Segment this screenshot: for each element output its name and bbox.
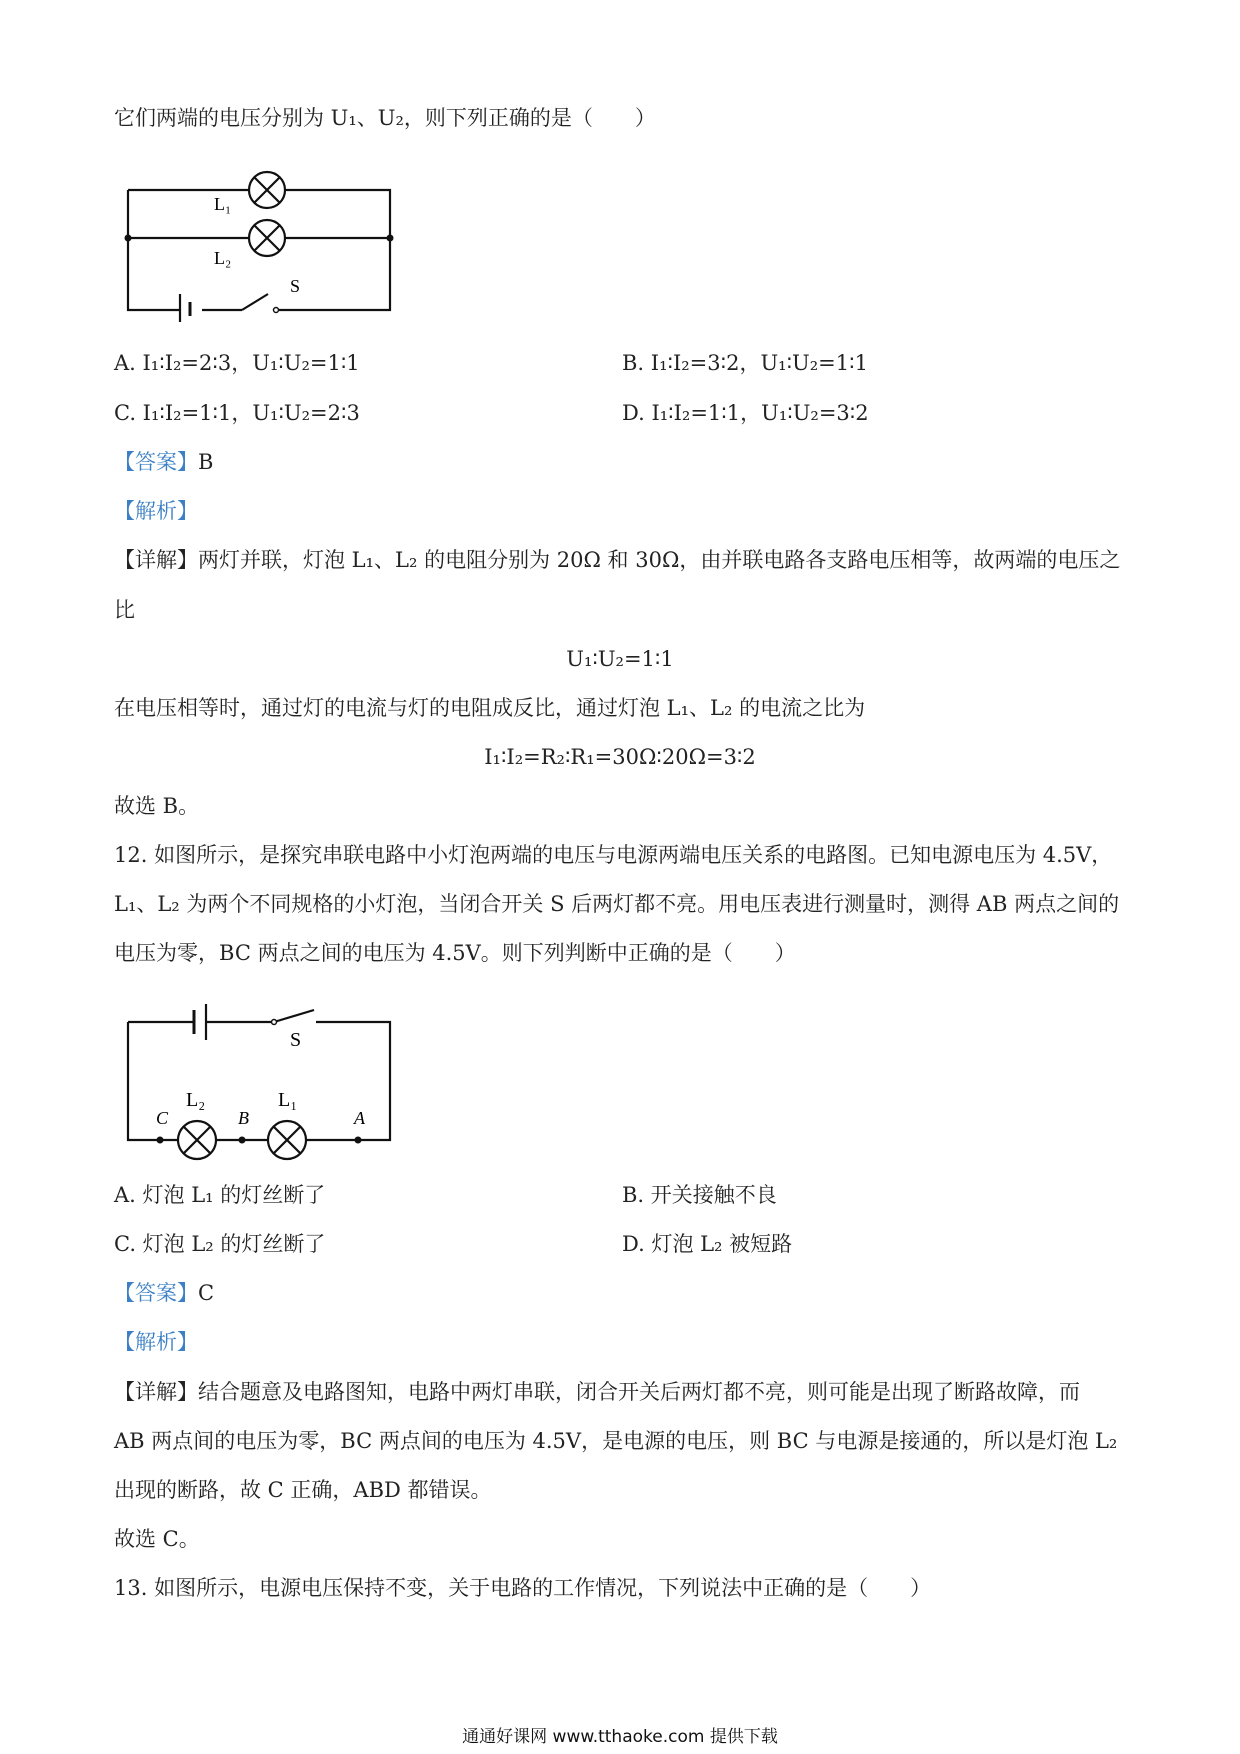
answer-tag: 【答案】 — [114, 450, 198, 474]
detail-tag: 【详解】 — [114, 1380, 198, 1404]
q11-option-a: A. I₁∶I₂=2∶3，U₁∶U₂=1∶1 — [114, 351, 360, 375]
q12-option-d: D. 灯泡 L₂ 被短路 — [622, 1232, 793, 1256]
q12-conclusion: 故选 C。 — [114, 1527, 200, 1551]
q13-stem: 13. 如图所示，电源电压保持不变，关于电路的工作情况，下列说法中正确的是（ ） — [114, 1576, 932, 1600]
q11-answer-value: B — [198, 450, 214, 474]
q12-option-c: C. 灯泡 L₂ 的灯丝断了 — [114, 1232, 326, 1256]
q12-option-b: B. 开关接触不良 — [622, 1183, 777, 1207]
q11-label-l1: L₁ — [214, 194, 232, 214]
q12-label-c: C — [156, 1108, 169, 1128]
q11-answer — [114, 447, 213, 477]
q11-option-c: C. I₁∶I₂=1∶1，U₁∶U₂=2∶3 — [114, 401, 360, 425]
q11-formula-voltage: U₁∶U₂=1∶1 — [566, 647, 674, 671]
q12-label-a: A — [354, 1108, 365, 1128]
q11-label-switch: S — [290, 276, 301, 296]
q12-answer-value: C — [198, 1281, 215, 1305]
q12-stem-line-1: 12. 如图所示，是探究串联电路中小灯泡两端的电压与电源两端电压关系的电路图。已知电源电压为 4.5V， — [114, 843, 1113, 867]
q11-circuit-diagram — [118, 162, 408, 322]
q12-detail-line-1: 【详解】结合题意及电路图知，电路中两灯串联，闭合开关后两灯都不亮，则可能是出现了断路故障，而 — [114, 1380, 1080, 1404]
detail-tag: 【详解】 — [114, 548, 198, 572]
q12-circuit-diagram — [118, 1002, 408, 1162]
q11-option-d: D. I₁∶I₂=1∶1，U₁∶U₂=3∶2 — [622, 401, 869, 425]
q11-option-b: B. I₁∶I₂=3∶2，U₁∶U₂=1∶1 — [622, 351, 868, 375]
q11-detail-line-3: 在电压相等时，通过灯的电流与灯的电阻成反比，通过灯泡 L₁、L₂ 的电流之比为 — [114, 696, 866, 720]
page-footer: 通通好课网 www.tthaoke.com 提供下载 — [462, 1727, 778, 1747]
q12-label-b: B — [238, 1108, 249, 1128]
q12-detail-line-2: AB 两点间的电压为零，BC 两点间的电压为 4.5V，是电源的电压，则 BC 与电源是接通的，所以是灯泡 L₂ — [114, 1429, 1118, 1453]
q11-formula-current: I₁∶I₂=R₂∶R₁=30Ω∶20Ω=3∶2 — [484, 745, 756, 769]
q12-stem-line-3: 电压为零，BC 两点之间的电压为 4.5V。则下列判断中正确的是（ ） — [114, 941, 796, 965]
q11-analysis-tag: 【解析】 — [114, 499, 198, 523]
q12-label-l1: L₁ — [278, 1089, 298, 1111]
q11-stem: 它们两端的电压分别为 U₁、U₂，则下列正确的是（ ） — [114, 106, 656, 130]
q11-conclusion: 故选 B。 — [114, 794, 200, 818]
q11-detail-line-2: 比 — [114, 598, 135, 622]
q12-option-a: A. 灯泡 L₁ 的灯丝断了 — [114, 1183, 326, 1207]
q12-label-switch: S — [290, 1029, 302, 1051]
q12-analysis-tag: 【解析】 — [114, 1330, 198, 1354]
q12-detail-line-3: 出现的断路，故 C 正确，ABD 都错误。 — [114, 1478, 492, 1502]
q12-stem-line-2: L₁、L₂ 为两个不同规格的小灯泡，当闭合开关 S 后两灯都不亮。用电压表进行测量时，测得 AB 两点之间的 — [114, 892, 1120, 916]
q11-detail-line-1: 【详解】两灯并联，灯泡 L₁、L₂ 的电阻分别为 20Ω 和 30Ω，由并联电路各支路电压相等，故两端的电压之 — [114, 548, 1121, 572]
q11-label-l2: L₂ — [214, 248, 232, 268]
answer-tag: 【答案】 — [114, 1281, 198, 1305]
q12-answer — [114, 1278, 214, 1308]
q12-label-l2: L₂ — [186, 1089, 206, 1111]
